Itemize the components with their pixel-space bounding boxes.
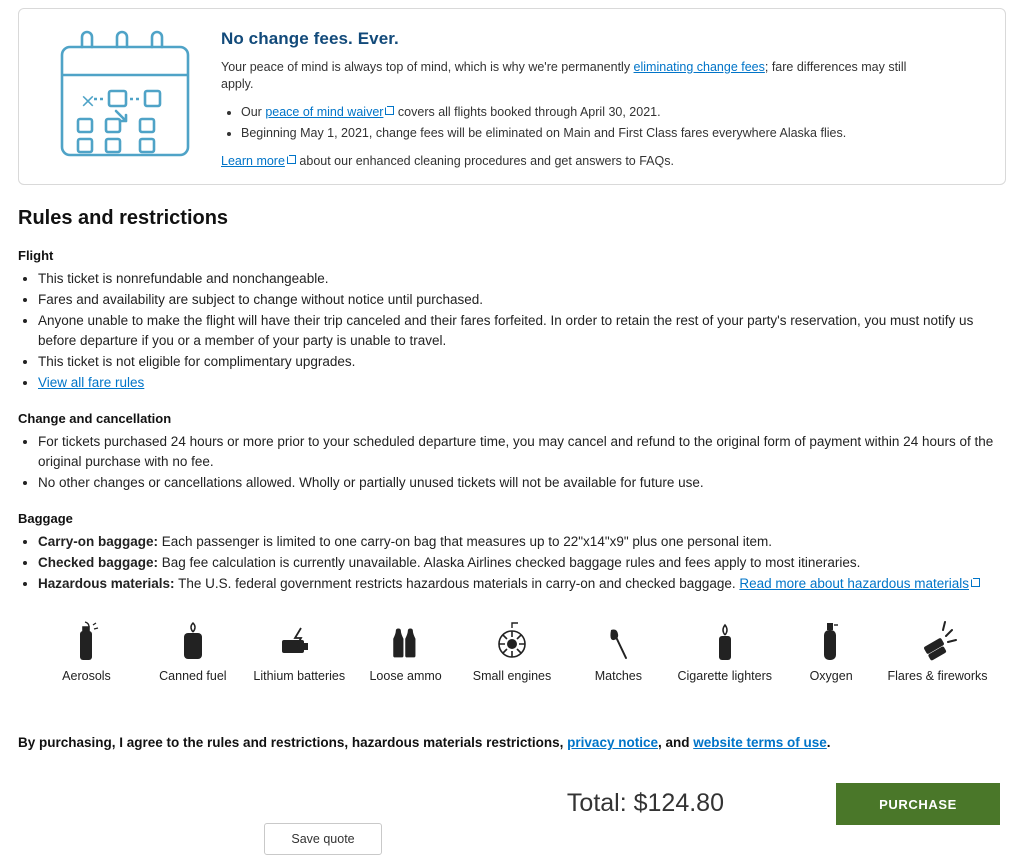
hazardous-materials-icon-row [34,620,990,683]
hazmat-label: Aerosols [62,669,111,683]
peace-of-mind-waiver-link[interactable]: peace of mind waiver [265,105,384,119]
checked-text: Bag fee calculation is currently unavailable. Alaska Airlines checked baggage rules and fees apply to most itineraries. [158,555,861,570]
change-fee-banner [18,8,1006,185]
list-item: • This ticket is nonrefundable and nonchangeable. [38,269,1006,289]
page-title: Rules and restrictions [18,207,229,229]
hazmat-label: Matches [594,669,642,683]
change-cancellation-list [18,432,1006,493]
hazmat-flares-fireworks [885,620,990,683]
oxygen-tank-icon [819,620,843,662]
flares-fireworks-icon [918,620,958,662]
hazmat-canned-fuel [140,620,245,683]
agreement-middle: , and [657,735,694,750]
match-icon [603,620,633,662]
purchase-footer [18,783,1006,846]
bullet-text-after: covers all flights booked through April 30, 2021. [394,105,661,119]
save-quote-button[interactable]: Save quote [264,823,382,855]
list-item [241,103,989,121]
agreement-before: By purchasing, I agree to the rules and restrictions, hazardous materials restrictions, [18,735,568,750]
booking-rules-page [0,8,1024,846]
banner-bullet-list [221,103,989,142]
carry-on-label: Carry-on baggage: [38,534,159,549]
list-item: • No other changes or cancellations allowed. Wholly or partially unused tickets will not be available for future use. [38,473,1006,493]
hazmat-small-engines [460,620,565,683]
section-title-flight: Flight [18,248,54,263]
list-item: • For tickets purchased 24 hours or more prior to your scheduled departure time, you may cancel and refund to the original form of payment within 24 hours of the original purchase with no fee. [38,432,1006,472]
banner-intro-before: Your peace of mind is always top of mind, which is why we're permanently [221,60,634,74]
website-terms-of-use-link[interactable]: website terms of use [693,735,827,750]
total-price: Total: $124.80 [566,789,724,817]
hazmat-lithium-batteries [247,620,352,683]
bullet-text: Beginning May 1, 2021, change fees will be eliminated on Main and First Class fares everywhere Alaska flies. [241,126,847,140]
list-item [38,373,1006,393]
svg-text:×: × [80,90,96,112]
hazmat-label: Canned fuel [159,669,227,683]
privacy-notice-link[interactable]: privacy notice [567,735,658,750]
hazmat-oxygen [779,620,884,683]
eliminating-change-fees-link[interactable]: eliminating change fees [633,60,765,74]
list-item [38,574,1006,594]
cigarette-lighter-icon [712,620,738,662]
hazmat-label: Hazardous materials: [38,576,175,591]
list-item: • Fares and availability are subject to change without notice until purchased. [38,290,1006,310]
hazmat-cigarette-lighters [672,620,777,683]
hazmat-label: Cigarette lighters [677,669,772,683]
banner-body [215,23,989,168]
loose-ammo-icon [391,620,421,662]
banner-learn-more [221,154,989,168]
hazmat-label: Lithium batteries [253,669,346,683]
calendar-change-icon [35,23,215,164]
external-link-icon [287,155,296,164]
learn-more-link[interactable]: Learn more [221,154,285,168]
external-link-icon [971,578,980,587]
carry-on-text: Each passenger is limited to one carry-on bag that measures up to 22"x14"x9" plus one personal item. [158,534,772,549]
banner-title: No change fees. Ever. [221,29,399,48]
hazardous-materials-link[interactable]: Read more about hazardous materials [739,576,969,591]
hazmat-text: The U.S. federal government restricts hazardous materials in carry-on and checked baggage. [174,576,740,591]
list-item [38,553,1006,573]
flight-rules-list [18,269,1006,393]
hazmat-label: Small engines [472,669,552,683]
hazmat-label: Oxygen [809,669,853,683]
lithium-battery-icon [279,620,319,662]
list-item [241,124,989,142]
banner-intro-after: ; fare differences may still apply. [221,60,907,91]
learn-more-after: about our enhanced cleaning procedures and get answers to FAQs. [295,154,674,168]
hazmat-matches [566,620,671,683]
purchase-agreement-text [18,735,1006,750]
view-all-fare-rules-link[interactable]: View all fare rules [38,375,145,390]
section-title-change-cancellation: Change and cancellation [18,411,172,426]
agreement-after: . [826,735,831,750]
banner-intro [221,59,921,93]
section-title-baggage: Baggage [18,511,73,526]
external-link-icon [385,106,394,115]
aerosol-can-icon [74,620,100,662]
hazmat-label: Flares & fireworks [887,669,988,683]
bullet-text-before: Our [241,105,266,119]
purchase-button[interactable]: PURCHASE [836,783,1000,825]
checked-label: Checked baggage: [38,555,159,570]
list-item: • Anyone unable to make the flight will have their trip canceled and their fares forfeited. In order to retain the rest of your party's reservation, you must notify us before departure if you or a member of your party is unable to travel. [38,311,1006,351]
baggage-list [18,532,1006,594]
small-engine-icon [494,620,530,662]
list-item [38,532,1006,552]
hazmat-loose-ammo [353,620,458,683]
hazmat-aerosols [34,620,139,683]
canned-fuel-icon [179,620,207,662]
hazmat-label: Loose ammo [369,669,442,683]
list-item: • This ticket is not eligible for complimentary upgrades. [38,352,1006,372]
